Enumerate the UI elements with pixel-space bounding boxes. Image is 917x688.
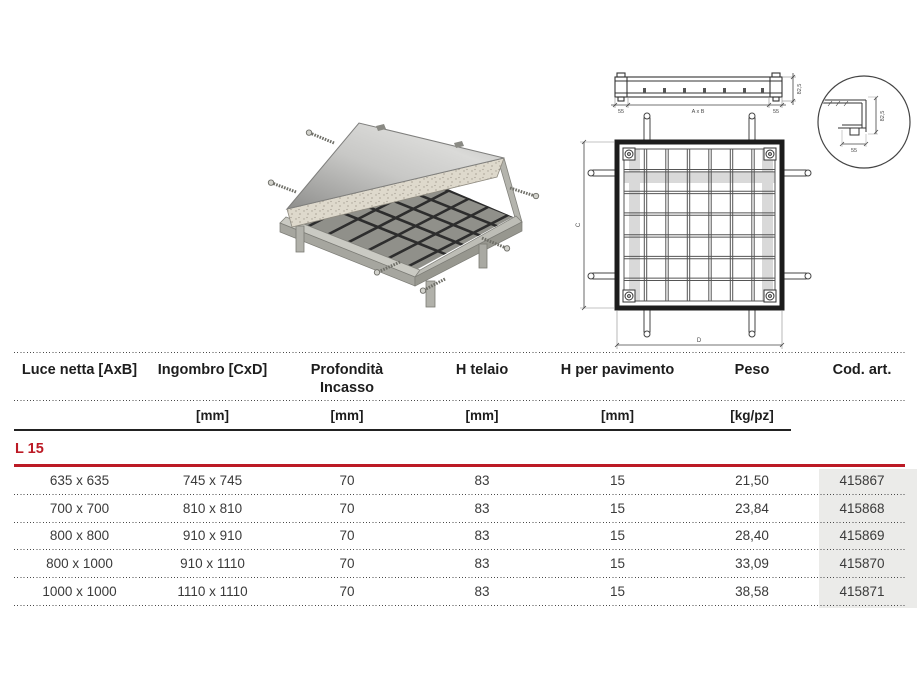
column-header-h-pavimento: H per pavimento [560, 362, 675, 378]
frame-plan-drawing [565, 108, 817, 354]
cell-peso: 23,84 [735, 500, 769, 516]
spec-row [14, 550, 905, 577]
cell-h-telaio: 83 [474, 472, 490, 488]
cell-cod-art: 415870 [839, 556, 885, 572]
cell-h-pavimento: 15 [609, 584, 626, 600]
column-header-profondita: Profondità Incasso [310, 362, 384, 396]
cell-profondita: 70 [339, 528, 355, 544]
cell-ingombro: 810 x 810 [182, 500, 243, 516]
cell-h-pavimento: 15 [609, 556, 626, 572]
cell-ingombro: 910 x 1110 [180, 556, 245, 572]
dim-label-height: 82,5 [797, 83, 803, 95]
cell-profondita: 70 [339, 556, 355, 572]
cell-profondita: 70 [339, 472, 355, 488]
spec-row [14, 523, 905, 550]
cell-peso: 38,58 [735, 584, 769, 600]
column-header-ingombro: Ingombro [CxD] [157, 362, 268, 378]
column-header-peso: Peso [734, 362, 770, 378]
cell-luce-netta: 700 x 700 [49, 500, 110, 516]
frame-post [296, 226, 304, 252]
cell-ingombro: 910 x 910 [182, 528, 243, 544]
cell-h-telaio: 83 [474, 528, 490, 544]
cell-h-telaio: 83 [474, 500, 490, 516]
corner-detail-drawing [812, 70, 917, 174]
series-label: L 15 [15, 441, 44, 457]
cell-h-telaio: 83 [474, 556, 490, 572]
column-header-h-telaio: H telaio [455, 362, 509, 378]
cell-cod-art: 415867 [839, 472, 885, 488]
detail-circle [818, 76, 910, 168]
unit-cell: [mm] [196, 407, 229, 423]
spec-row [14, 495, 905, 522]
cell-peso: 21,50 [735, 472, 769, 488]
table-body [14, 467, 905, 606]
dim-label-55-right: 55 [772, 109, 780, 115]
cell-h-telaio: 83 [474, 584, 490, 600]
cell-luce-netta: 1000 x 1000 [42, 584, 117, 600]
cell-ingombro: 745 x 745 [182, 472, 243, 488]
cell-h-pavimento: 15 [609, 472, 626, 488]
column-header-luce-netta: Luce netta [AxB] [21, 362, 138, 378]
spec-row [14, 578, 905, 605]
cell-profondita: 70 [339, 500, 355, 516]
unit-cell: [mm] [465, 407, 499, 423]
frame-post [479, 244, 487, 268]
product-isometric-drawing [230, 80, 550, 340]
units-bottom-rule [14, 429, 791, 431]
cell-profondita: 70 [339, 584, 355, 600]
table-header-row [14, 353, 905, 400]
dim-label-55-left: 55 [617, 109, 625, 115]
cell-h-pavimento: 15 [609, 500, 626, 516]
cell-h-pavimento: 15 [609, 528, 626, 544]
detail-dim-height: 82,5 [880, 110, 886, 122]
units-row [14, 401, 905, 429]
cell-cod-art: 415868 [839, 500, 885, 516]
unit-cell: [mm] [330, 407, 364, 423]
cell-luce-netta: 800 x 800 [49, 528, 110, 544]
spec-table [14, 352, 905, 606]
cell-cod-art: 415871 [839, 584, 885, 600]
unit-cell: [mm] [601, 407, 634, 423]
dim-label-height-C: C [576, 222, 582, 228]
dim-label-width-D: D [696, 338, 702, 344]
cell-ingombro: 1110 x 1110 [177, 584, 248, 600]
cell-luce-netta: 635 x 635 [49, 472, 110, 488]
row-divider [14, 605, 905, 606]
cell-luce-netta: 800 x 1000 [46, 556, 113, 572]
cell-cod-art: 415869 [839, 528, 885, 544]
cell-peso: 28,40 [735, 528, 769, 544]
dim-label-axb: A x B [691, 109, 705, 115]
plan-frame-border [617, 142, 782, 308]
unit-cell: [kg/pz] [730, 407, 774, 423]
column-header-cod-art: Cod. art. [832, 362, 892, 378]
spec-row [14, 467, 905, 494]
cell-peso: 33,09 [735, 556, 769, 572]
detail-dim-width: 55 [850, 148, 858, 154]
